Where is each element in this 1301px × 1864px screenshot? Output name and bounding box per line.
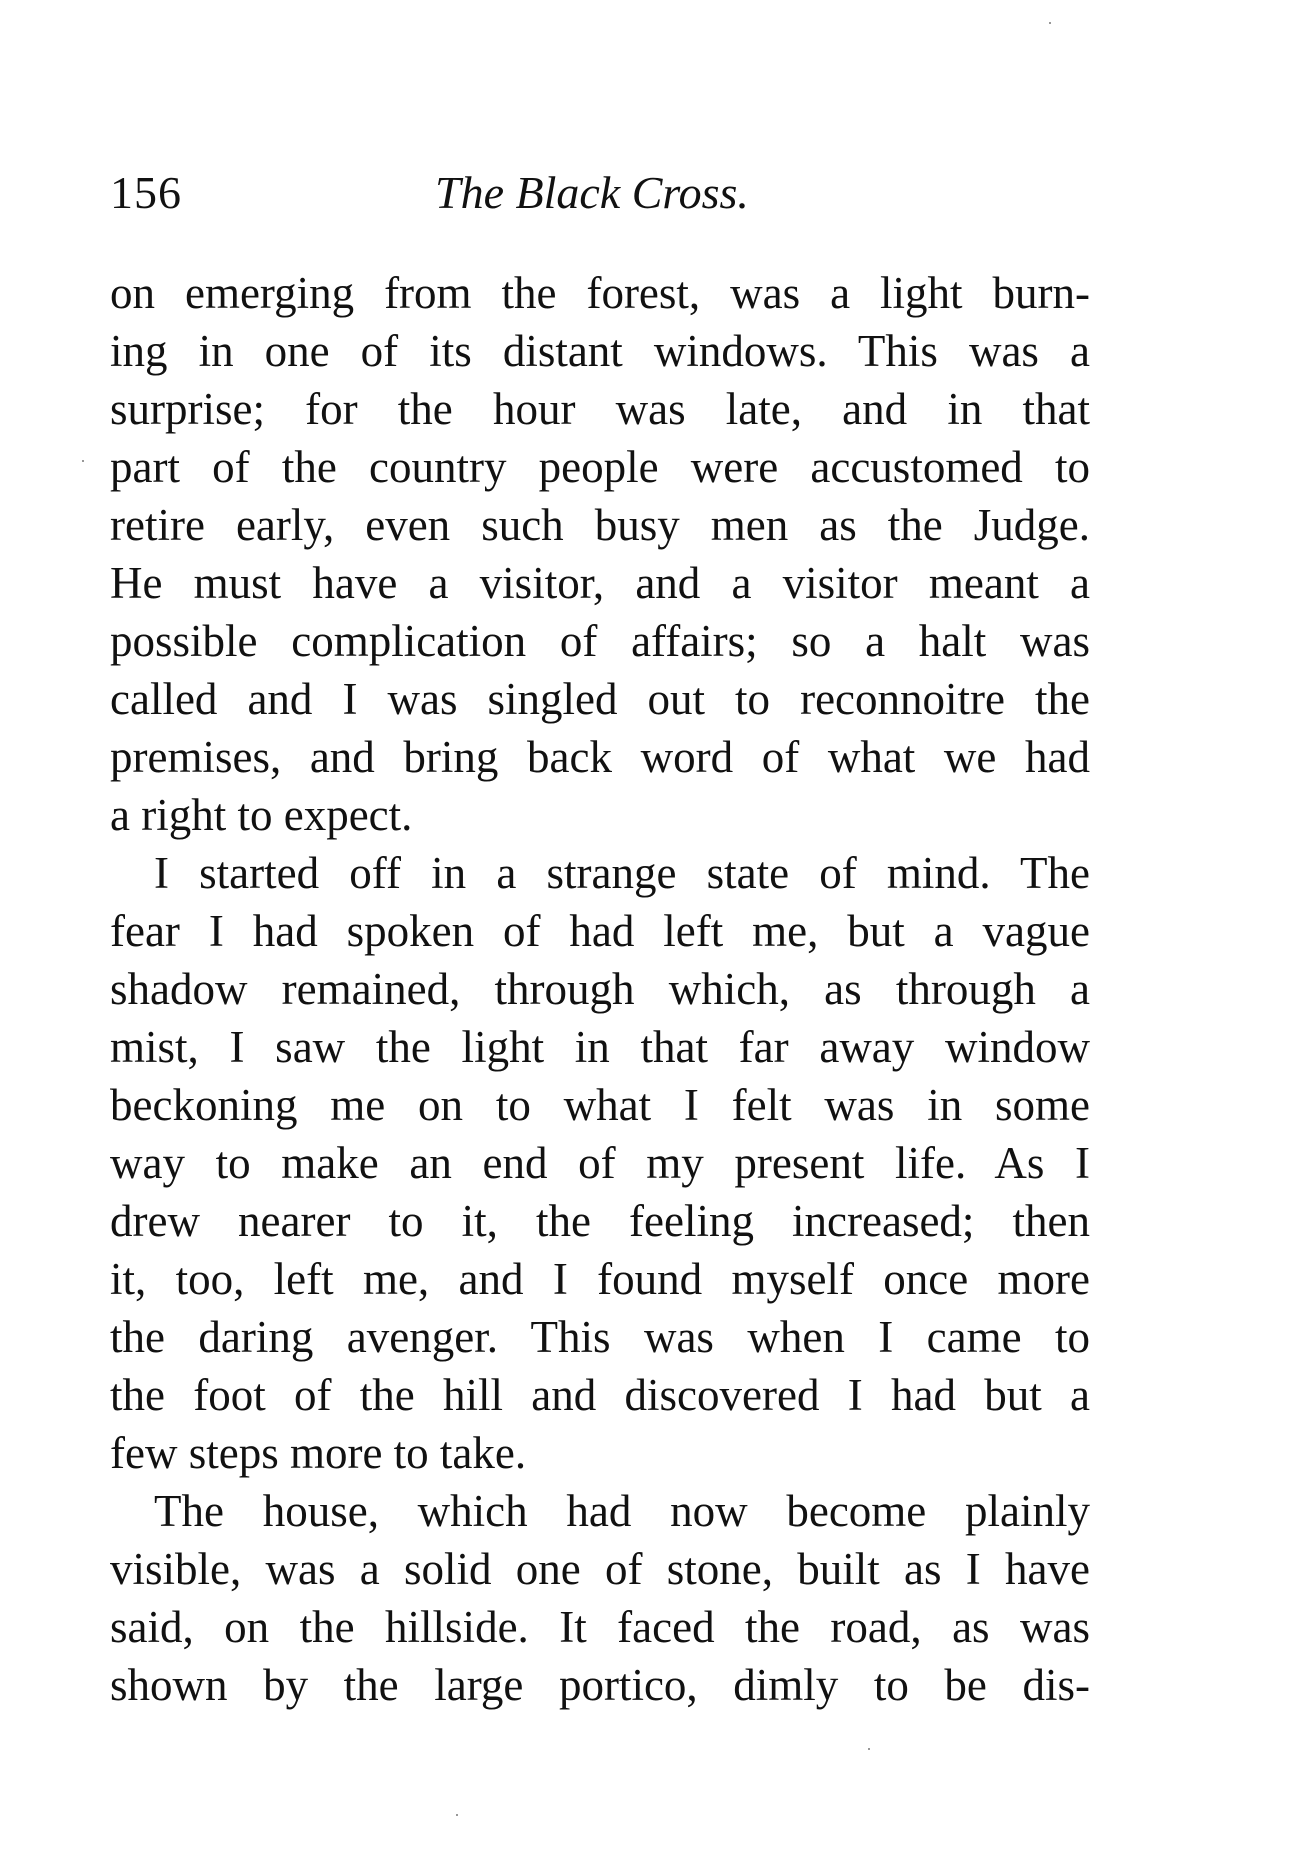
text-line: drew nearer to it, the feeling increased; then: [110, 1196, 1090, 1246]
text-line: called and I was singled out to reconnoitre the: [110, 674, 1090, 724]
text-line: He must have a visitor, and a visitor meant a: [110, 558, 1090, 608]
text-line: I started off in a strange state of mind. The: [154, 848, 1090, 898]
text-line: shown by the large portico, dimly to be dis-: [110, 1660, 1090, 1710]
text-line: fear I had spoken of had left me, but a vague: [110, 906, 1090, 956]
text-line: it, too, left me, and I found myself once more: [110, 1254, 1090, 1304]
text-line: a right to expect.: [110, 790, 413, 840]
text-line: visible, was a solid one of stone, built as I have: [110, 1544, 1090, 1594]
page-number: 156: [110, 167, 182, 218]
paper-speck: [456, 1814, 458, 1816]
text-line: said, on the hillside. It faced the road, as was: [110, 1602, 1090, 1652]
text-line: retire early, even such busy men as the Judge.: [110, 500, 1090, 550]
text-line: premises, and bring back word of what we had: [110, 732, 1090, 782]
running-title: The Black Cross.: [435, 167, 749, 218]
text-line: possible complication of affairs; so a halt was: [110, 616, 1090, 666]
body-text: [110, 264, 1090, 1714]
text-line: the daring avenger. This was when I came to: [110, 1312, 1090, 1362]
text-line: the foot of the hill and discovered I had but a: [110, 1370, 1090, 1420]
text-line: surprise; for the hour was late, and in that: [110, 384, 1090, 434]
text-line: beckoning me on to what I felt was in some: [110, 1080, 1090, 1130]
text-line: way to make an end of my present life. As I: [110, 1138, 1090, 1188]
page-header: [110, 158, 1090, 228]
paper-speck: [1049, 22, 1051, 24]
text-line: shadow remained, through which, as through a: [110, 964, 1090, 1014]
text-line: mist, I saw the light in that far away window: [110, 1022, 1090, 1072]
text-line: The house, which had now become plainly: [154, 1486, 1090, 1536]
paper-speck: [868, 1748, 870, 1750]
text-line: few steps more to take.: [110, 1428, 527, 1478]
text-line: part of the country people were accustomed to: [110, 442, 1090, 492]
text-line: ing in one of its distant windows. This was a: [110, 326, 1090, 376]
text-line: on emerging from the forest, was a light burn-: [110, 268, 1090, 318]
paper-speck: [82, 460, 84, 462]
